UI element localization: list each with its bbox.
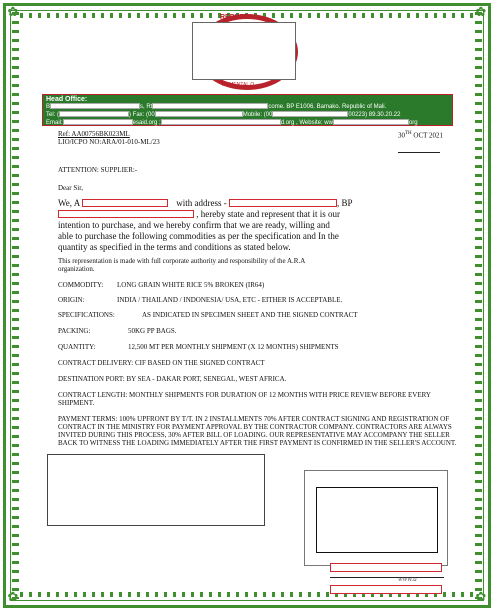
attention-line: ATTENTION: SUPPLIER:- <box>58 166 138 174</box>
corner-ornament-icon: ✿ <box>475 5 487 20</box>
phone-tail: 00223) 89.30.20.22 <box>348 112 401 118</box>
border-ornament-right <box>475 12 482 599</box>
origin-label: ORIGIN: <box>58 296 85 304</box>
date-month-year: OCT 2021 <box>411 131 444 140</box>
payment-terms-line-1: PAYMENT TERMS: 100% UPFRONT BY T/T. IN 2 INSTALLMENTS 70% AFTER CONTRACT SIGNING AND REGISTRATION OF <box>58 415 450 423</box>
representation-line-1: This representation is made with full corporate authority and responsibility of the A.R.A <box>58 257 306 265</box>
redaction-box <box>50 103 140 109</box>
redaction-box <box>333 119 409 125</box>
date-day: 30 <box>398 131 405 140</box>
corner-ornament-icon: ✿ <box>475 590 487 605</box>
redaction-box <box>161 119 281 125</box>
address-line <box>46 103 449 111</box>
redaction-box <box>82 199 168 207</box>
corner-ornament-icon: ✿ <box>7 5 19 20</box>
quantity-label: QUANTITY: <box>58 343 96 351</box>
date-underline <box>398 152 440 153</box>
contract-delivery: CONTRACT DELIVERY: CIF BASED ON THE SIGNED CONTRACT <box>58 359 265 367</box>
destination-port: DESTINATION PORT: BY SEA - DAKAR PORT, SENEGAL, WEST AFRICA. <box>58 375 287 383</box>
redaction-box <box>192 22 296 80</box>
contract-length-line-2: SHIPMENT. <box>58 399 95 407</box>
intention-line-1 <box>58 198 353 209</box>
border-ornament-left <box>12 12 19 599</box>
redaction-box <box>330 585 442 594</box>
mobile-label: Mobile: (00 <box>242 112 273 118</box>
seal-bottom-text: RNMENTAL O <box>222 82 255 88</box>
representation-line-2: organization. <box>58 265 95 273</box>
packing-value: 50KG PP BAGS. <box>128 327 177 335</box>
head-office-band <box>42 94 453 126</box>
website-tail: org <box>408 120 418 126</box>
redaction-box <box>316 487 438 553</box>
redaction-box <box>58 210 194 218</box>
packing-label: PACKING: <box>58 327 91 335</box>
redaction-box <box>59 111 129 117</box>
bp-label: , BP <box>337 198 353 208</box>
payment-terms-line-3: INVITED DURING THIS PROCESS, 30% AFTER BILL OF LOADING. OUR REPRESENTATIVE MAY ACCOMPANY THE SELLER <box>58 431 450 439</box>
email-line <box>46 119 449 127</box>
signature-line <box>330 577 444 578</box>
quantity-value: 12,500 MT PER MONTHLY SHIPMENT (X 12 MONTHS) SHIPMENTS <box>128 343 339 351</box>
salutation: Dear Sir, <box>58 184 83 192</box>
address-tail: come. BP E1006. Bamako. Republic of Mali. <box>268 104 387 110</box>
intention-line-4: able to purchase the following commodities as per the specification and In the <box>58 231 339 241</box>
specifications-label: SPECIFICATIONS: <box>58 311 115 319</box>
lio-number: LIO/ICPO NO:ARA/01-010-ML/23 <box>58 138 160 146</box>
reference-number: Ref: AA00756BK023ML <box>58 130 130 138</box>
with-address: with address - <box>176 198 227 208</box>
commodity-label: COMMODITY: <box>58 281 104 289</box>
origin-value: INDIA / THAILAND / INDONESIA/ USA, ETC - EITHER IS ACCEPTABLE. <box>117 296 343 304</box>
we-prefix: We, A <box>58 198 80 208</box>
commodity-value: LONG GRAIN WHITE RICE 5% BROKEN (IR64) <box>117 281 265 289</box>
email-tail: d.org , Website: ww <box>280 120 333 126</box>
fax-label: ) Fax: (00 <box>129 112 155 118</box>
redaction-box <box>229 199 337 207</box>
tel-label: Tel: ( <box>46 112 60 118</box>
redaction-box <box>152 103 268 109</box>
email-label: Email: <box>46 120 63 126</box>
payment-terms-line-2: CONTRACT IN THE MINISTRY FOR PAYMENT APPROVAL BY THE CONTRACTOR COMPANY. CONTRACTORS ARE ALWAYS <box>58 423 452 431</box>
phone-line <box>46 111 449 119</box>
organization-seal <box>188 14 306 96</box>
website-partial: www.a <box>398 575 417 583</box>
intention-line-3: intention to purchase, and we hereby confirm that we are ready, willing and <box>58 220 330 230</box>
address-prefix: B <box>46 104 51 110</box>
head-office-label: Head Office: <box>46 96 88 103</box>
address-mid: s, Rt <box>140 104 153 110</box>
intention-line-5: quantity as specified in the terms and conditions as stated below. <box>58 242 291 252</box>
email-mid: esaid.org ; <box>132 120 161 126</box>
seal-top-text: REPUB <box>220 14 245 21</box>
redaction-box <box>272 111 348 117</box>
date-suffix: TH <box>405 131 412 136</box>
redaction-box <box>330 563 442 572</box>
contract-length-line-1: CONTRACT LENGTH: MONTHLY SHIPMENTS FOR DURATION OF 12 MONTHS WITH PRICE REVIEW BEFORE EVERY <box>58 391 431 399</box>
payment-terms-line-4: BACK TO WITNESS THE LOADING IMMEDIATELY AFTER THE FIRST PAYMENT IS CONFIRMED IN THE SELLER'S ACCOUNT. <box>58 439 457 447</box>
redaction-box <box>155 111 243 117</box>
hereby-text: , hereby state and represent that it is our <box>196 209 340 219</box>
corner-ornament-icon: ✿ <box>7 590 19 605</box>
letter-date <box>398 130 443 139</box>
specifications-value: AS INDICATED IN SPECIMEN SHEET AND THE SIGNED CONTRACT <box>142 311 358 319</box>
redaction-box <box>47 454 265 526</box>
redaction-box <box>63 119 133 125</box>
intention-line-2 <box>58 209 340 220</box>
